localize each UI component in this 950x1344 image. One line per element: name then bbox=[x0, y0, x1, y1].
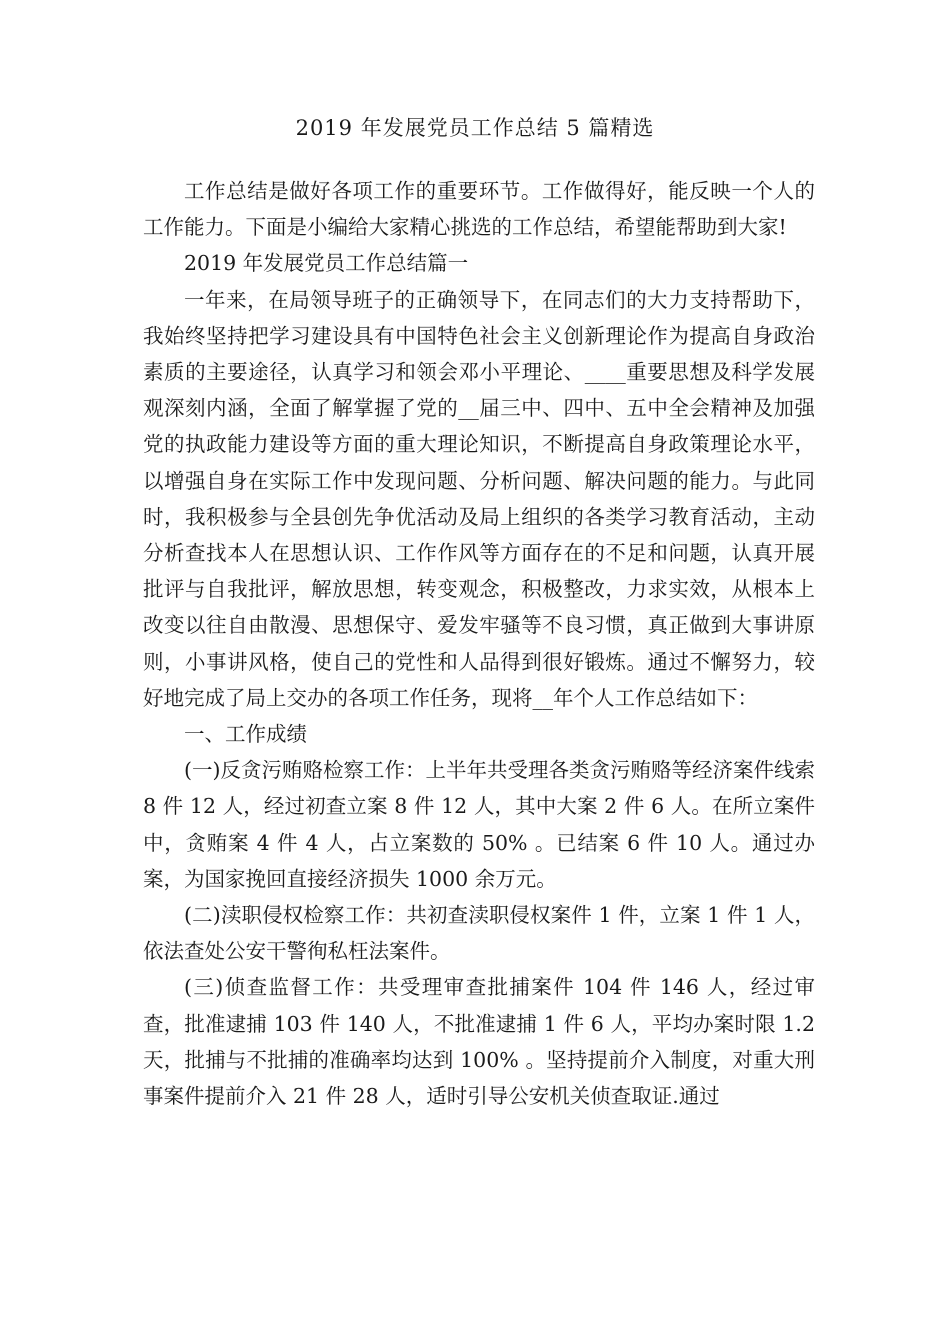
document-body bbox=[143, 173, 815, 1114]
body-paragraph: (三)侦查监督工作：共受理审查批捕案件 104 件 146 人，经过审查，批准逮捕 103 件 140 人，不批准逮捕 1 件 6 人，平均办案时限 1.2 天，批捕与不批捕的准确率均达到 100% 。坚持提前介入制度，对重大刑事案件提前介入 21 件 28 人，适时引导公安机关侦查取证.通过 bbox=[143, 975, 815, 1109]
section-heading: 一、工作成绩 bbox=[184, 722, 307, 747]
body-paragraph: (一)反贪污贿赂检察工作：上半年共受理各类贪污贿赂等经济案件线索 8 件 12 人，经过初查立案 8 件 12 人，其中大案 2 件 6 人。在所立案件中，贪贿案 4 件 4 人，占立案数的 50% 。已结案 6 件 10 人。通过办案，为国家挽回直接经济损失 1000 余万元。 bbox=[143, 758, 815, 891]
body-paragraph: (二)渎职侵权检察工作：共初查渎职侵权案件 1 件，立案 1 件 1 人，依法查处公安干警徇私枉法案件。 bbox=[143, 903, 815, 964]
intro-paragraph: 工作总结是做好各项工作的重要环节。工作做得好，能反映一个人的工作能力。下面是小编给大家精心挑选的工作总结，希望能帮助到大家! bbox=[143, 179, 815, 240]
section-heading: 2019 年发展党员工作总结篇一 bbox=[184, 251, 469, 276]
body-paragraph: 一年来，在局领导班子的正确领导下，在同志们的大力支持帮助下，我始终坚持把学习建设具有中国特色社会主义创新理论作为提高自身政治素质的主要途径，认真学习和领会邓小平理论、____重要思想及科学发展观深刻内涵，全面了解掌握了党的__届三中、四中、五中全会精神及加强党的执政能力建设等方面的重大理论知识，不断提高自身政策理论水平，以增强自身在实际工作中发现问题、分析问题、解决问题的能力。与此同时，我积极参与全县创先争优活动及局上组织的各类学习教育活动，主动分析查找本人在思想认识、工作作风等方面存在的不足和问题，认真开展批评与自我批评，解放思想，转变观念，积极整改，力求实效，从根本上改变以往自由散漫、思想保守、爱发牢骚等不良习惯，真正做到大事讲原则，小事讲风格，使自己的党性和人品得到很好锻炼。通过不懈努力，较好地完成了局上交办的各项工作任务，现将__年个人工作总结如下： bbox=[143, 287, 815, 710]
page-title: 2019 年发展党员工作总结 5 篇精选 bbox=[295, 116, 655, 140]
